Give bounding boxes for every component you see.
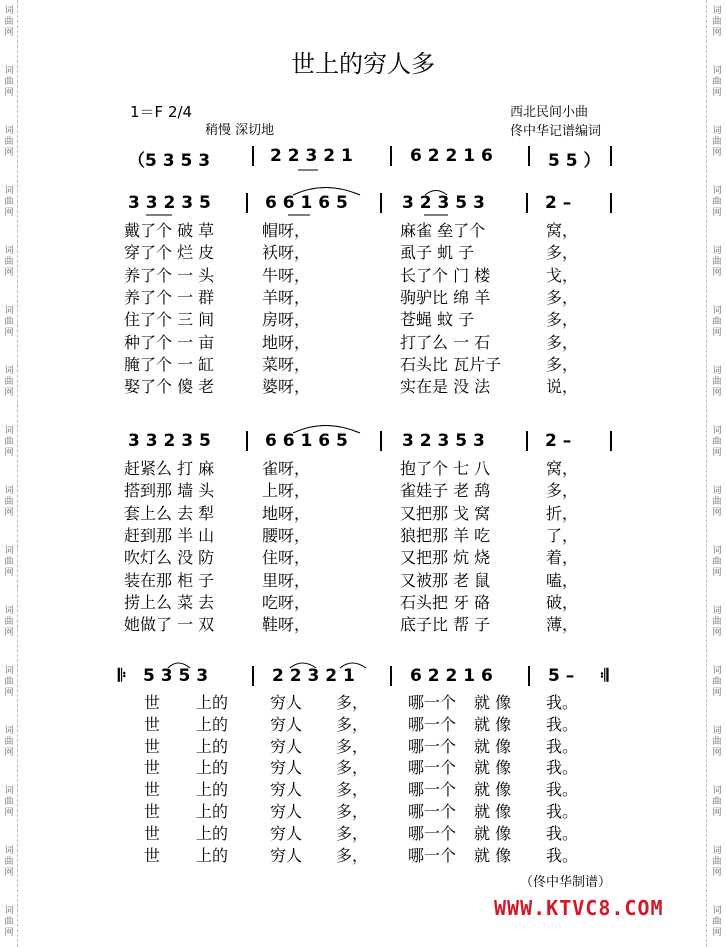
lyric-cell: 吃呀， <box>262 592 311 612</box>
lyric-cell: 麻雀 垒了个 <box>400 221 486 240</box>
s1-measure-2: 6 6 1 6 5 <box>265 193 348 213</box>
watermark-text: 词 曲 网 <box>712 366 722 398</box>
lyric-cell: 帽呀， <box>262 221 311 240</box>
refrain-lyric-cell: 穷人 <box>270 693 303 712</box>
lyric-cell: 雀呀， <box>262 459 311 478</box>
lyric-cell: 戴了个 破 草 <box>124 221 215 240</box>
refrain-lyric-cell: 上的 <box>196 714 229 734</box>
lyric-cell: 长了个 门 楼 <box>400 265 491 285</box>
lyric-cell: 狼把那 羊 吃 <box>400 525 491 545</box>
refrain-lyric-cell: 哪一个 <box>408 736 457 756</box>
watermark-text: 词 曲 网 <box>712 6 722 38</box>
lyric-cell: 她做了 一 双 <box>124 615 215 635</box>
lyric-cell: 薄， <box>546 615 579 635</box>
lyric-cell: 又把那 炕 烧 <box>400 548 491 568</box>
refrain-lyric-cell: 哪一个 <box>408 780 457 800</box>
song-title: 世上的穷人多 <box>291 50 435 78</box>
lyric-cell: 娶了个 傻 老 <box>124 377 215 397</box>
refrain-lyric-cell: 我。 <box>546 823 579 843</box>
lyric-cell: 养了个 一 头 <box>124 265 215 285</box>
watermark-text: 词 曲 网 <box>712 126 722 158</box>
refrain-lyric-cell: 多， <box>336 714 369 734</box>
s1-measure-1: 3 3 2 3 5 <box>128 193 211 213</box>
refrain-lyric-cell: 上的 <box>196 758 229 778</box>
watermark-text: 词 曲 网 <box>712 666 722 698</box>
watermark-text: 词 曲 网 <box>4 726 14 758</box>
refrain-lyric-cell: 世 <box>144 693 161 712</box>
refrain-lyric-cell: 上的 <box>196 802 229 821</box>
s3-measure-1: 5 3 5 3 <box>143 666 209 686</box>
lyric-cell: 多， <box>546 354 579 374</box>
watermark-text: 词 曲 网 <box>712 306 722 338</box>
lyric-cell: 多， <box>546 287 579 307</box>
lyric-cell: 窝， <box>546 221 579 240</box>
refrain-lyric-cell: 就 像 <box>474 802 512 821</box>
refrain-lyric-cell: 穷人 <box>270 780 303 800</box>
refrain-lyric-cell: 世 <box>144 714 161 734</box>
refrain-lyric-cell: 我。 <box>546 780 579 800</box>
refrain-lyric-cell: 我。 <box>546 802 579 821</box>
lyric-cell: 多， <box>546 481 579 501</box>
footer-credit: （佟中华制谱） <box>520 875 612 890</box>
lyric-cell: 石头比 瓦片子 <box>400 354 502 374</box>
refrain-lyric-cell: 我。 <box>546 714 579 734</box>
lyric-cell: 戈， <box>546 265 579 285</box>
s2-measure-3: 3 2 3 5 3 <box>402 431 485 451</box>
refrain-lyric-cell: 我。 <box>546 845 579 865</box>
lyric-cell: 抱了个 七 八 <box>400 459 491 478</box>
slur <box>168 663 190 668</box>
s1-measure-3: 3 2 3 5 3 <box>402 193 485 213</box>
refrain-lyric-cell: 多， <box>336 758 369 778</box>
lyric-cell: 上呀， <box>262 481 311 501</box>
refrain-lyric-cell: 世 <box>144 758 161 778</box>
s3-measure-4: 5 – <box>548 666 575 686</box>
lyric-cell: 嗑， <box>546 570 579 590</box>
watermark-text: 词 曲 网 <box>4 366 14 398</box>
lyric-cell: 袄呀， <box>262 243 311 263</box>
slur <box>340 663 366 668</box>
refrain-lyric-cell: 多， <box>336 736 369 756</box>
lyric-cell: 婆呀， <box>262 377 311 397</box>
lyric-cell: 折， <box>546 503 579 523</box>
watermark-text: 词 曲 网 <box>4 486 14 518</box>
lyric-cell: 破， <box>546 592 579 612</box>
watermark-text: 词 曲 网 <box>4 426 14 458</box>
refrain-lyric-cell: 就 像 <box>474 736 512 756</box>
watermark-text: 词 曲 网 <box>4 186 14 218</box>
s3-measure-3: 6 2 2 1 6 <box>410 666 493 686</box>
intro-measure-4: 5 5 ） <box>548 151 601 171</box>
watermark-text: 词 曲 网 <box>712 606 722 638</box>
genre-label: 西北民间小曲 <box>510 105 589 120</box>
watermark-text: 词 曲 网 <box>4 546 14 578</box>
refrain-lyric-cell: 上的 <box>196 780 229 800</box>
refrain-lyric-cell: 我。 <box>546 693 579 712</box>
slur <box>293 426 360 434</box>
lyric-cell: 苍蝇 蚊 子 <box>400 310 475 330</box>
slur <box>293 188 360 196</box>
lyric-cell: 虱子 虮 子 <box>400 243 475 263</box>
intro-measure-3: 6 2 2 1 6 <box>410 146 493 166</box>
s2-measure-2: 6 6 1 6 5 <box>265 431 348 451</box>
watermark-text: 词 曲 网 <box>4 6 14 38</box>
key-signature: 1＝F 2/4 <box>130 103 193 121</box>
lyric-cell: 住了个 三 间 <box>124 310 215 330</box>
lyric-cell: 房呀， <box>262 310 311 330</box>
refrain-lyric-cell: 世 <box>144 780 161 800</box>
watermark-text: 词 曲 网 <box>4 846 14 878</box>
refrain-lyric-cell: 哪一个 <box>408 758 457 778</box>
site-url[interactable]: WWW.KTVC8.COM <box>494 896 664 920</box>
tempo-marking: 稍慢 深切地 <box>205 123 275 138</box>
lyric-cell: 装在那 柜 子 <box>124 570 215 590</box>
refrain-lyric-cell: 上的 <box>196 693 229 712</box>
lyric-cell: 打了么 一 石 <box>400 332 491 352</box>
watermark-text: 词 曲 网 <box>712 726 722 758</box>
refrain-lyric-cell: 穷人 <box>270 714 303 734</box>
lyric-cell: 鞋呀， <box>262 615 311 635</box>
lyric-cell: 捞上么 菜 去 <box>124 592 215 612</box>
lyric-cell: 多， <box>546 332 579 352</box>
lyric-cell: 赶紧么 打 麻 <box>124 459 215 478</box>
watermark-text: 词 曲 网 <box>4 306 14 338</box>
refrain-lyric-cell: 就 像 <box>474 780 512 800</box>
refrain-lyric-cell: 就 像 <box>474 845 512 865</box>
watermark-text: 词 曲 网 <box>712 66 722 98</box>
refrain-lyric-cell: 世 <box>144 845 161 865</box>
refrain-lyric-cell: 穷人 <box>270 736 303 756</box>
refrain-lyric-cell: 穷人 <box>270 802 303 821</box>
lyric-cell: 地呀， <box>262 503 311 523</box>
refrain-lyric-cell: 世 <box>144 736 161 756</box>
watermark-text: 词 曲 网 <box>712 846 722 878</box>
lyric-cell: 套上么 去 犁 <box>124 503 215 523</box>
refrain-lyric-cell: 多， <box>336 693 369 712</box>
s2-measure-1: 3 3 2 3 5 <box>128 431 211 451</box>
repeat-start-sign: 𝄆 <box>118 666 127 686</box>
refrain-lyric-cell: 哪一个 <box>408 823 457 843</box>
lyric-cell: 羊呀， <box>262 287 311 307</box>
lyric-cell: 种了个 一 亩 <box>124 332 215 352</box>
refrain-lyric-cell: 上的 <box>196 823 229 843</box>
refrain-lyric-cell: 穷人 <box>270 845 303 865</box>
lyric-cell: 窝， <box>546 459 579 478</box>
lyric-cell: 牛呀， <box>262 265 311 285</box>
lyric-cell: 多， <box>546 310 579 330</box>
refrain-lyric-cell: 穷人 <box>270 823 303 843</box>
lyric-cell: 又把那 戈 窝 <box>400 503 491 523</box>
lyric-cell: 实在是 没 法 <box>400 377 491 397</box>
watermark-text: 词 曲 网 <box>4 666 14 698</box>
watermark-text: 词 曲 网 <box>4 126 14 158</box>
intro-measure-2: 2 2 3 2 1 <box>270 146 353 166</box>
lyric-cell: 底子比 帮 子 <box>400 615 491 635</box>
lyric-cell: 养了个 一 群 <box>124 287 215 307</box>
slur <box>425 191 447 196</box>
slur <box>290 663 316 668</box>
lyric-cell: 搭到那 墙 头 <box>124 481 215 501</box>
lyric-cell: 吹灯么 没 防 <box>124 548 215 568</box>
refrain-lyric-cell: 穷人 <box>270 758 303 778</box>
s2-measure-4: 2 – <box>545 431 572 451</box>
refrain-lyric-cell: 就 像 <box>474 823 512 843</box>
watermark-text: 词 曲 网 <box>712 246 722 278</box>
lyric-cell: 穿了个 烂 皮 <box>124 243 215 263</box>
refrain-lyric-cell: 多， <box>336 823 369 843</box>
intro-measure-1: （5 3 5 3 <box>128 151 211 171</box>
refrain-lyric-cell: 我。 <box>546 758 579 778</box>
refrain-lyric-cell: 多， <box>336 845 369 865</box>
watermark-text: 词 曲 网 <box>712 786 722 818</box>
credit-label: 佟中华记谱编词 <box>510 124 602 139</box>
refrain-lyric-cell: 多， <box>336 780 369 800</box>
lyric-cell: 石头把 牙 硌 <box>400 592 491 612</box>
refrain-lyric-cell: 我。 <box>546 736 579 756</box>
lyric-cell: 里呀， <box>262 570 311 590</box>
watermark-text: 词 曲 网 <box>712 546 722 578</box>
lyric-cell: 腰呀， <box>262 525 311 545</box>
refrain-lyric-cell: 哪一个 <box>408 802 457 821</box>
watermark-text: 词 曲 网 <box>712 906 722 938</box>
s1-measure-4: 2 – <box>545 193 572 213</box>
refrain-lyric-cell: 就 像 <box>474 758 512 778</box>
watermark-text: 词 曲 网 <box>712 186 722 218</box>
refrain-lyric-cell: 上的 <box>196 736 229 756</box>
refrain-lyric-cell: 世 <box>144 823 161 843</box>
watermark-text: 词 曲 网 <box>4 66 14 98</box>
lyric-cell: 住呀， <box>262 548 311 568</box>
refrain-lyric-cell: 哪一个 <box>408 693 457 712</box>
refrain-lyric-cell: 就 像 <box>474 693 512 712</box>
lyric-cell: 驹驴比 绵 羊 <box>400 287 491 307</box>
watermark-text: 词 曲 网 <box>4 906 14 938</box>
refrain-lyric-cell: 哪一个 <box>408 714 457 734</box>
watermark-text: 词 曲 网 <box>4 606 14 638</box>
refrain-lyric-cell: 就 像 <box>474 714 512 734</box>
refrain-lyric-cell: 世 <box>144 802 161 821</box>
watermark-text: 词 曲 网 <box>712 486 722 518</box>
refrain-lyric-cell: 哪一个 <box>408 845 457 865</box>
s3-measure-2: 2 2 3 2 1 <box>272 666 355 686</box>
lyric-cell: 多， <box>546 243 579 263</box>
watermark-text: 词 曲 网 <box>712 426 722 458</box>
refrain-lyric-cell: 多， <box>336 802 369 821</box>
lyric-cell: 说， <box>546 377 579 397</box>
lyric-cell: 又被那 老 鼠 <box>400 570 491 590</box>
lyric-cell: 着， <box>546 548 579 568</box>
lyric-cell: 了， <box>546 525 579 545</box>
repeat-end-sign: 𝄇 <box>600 666 609 686</box>
lyric-cell: 菜呀， <box>262 354 311 374</box>
refrain-lyric-cell: 上的 <box>196 845 229 865</box>
lyric-cell: 赶到那 半 山 <box>124 525 215 545</box>
lyric-cell: 腌了个 一 缸 <box>124 354 215 374</box>
lyric-cell: 地呀， <box>262 332 311 352</box>
lyric-cell: 雀娃子 老 鸹 <box>400 481 491 501</box>
watermark-text: 词 曲 网 <box>4 246 14 278</box>
watermark-text: 词 曲 网 <box>4 786 14 818</box>
